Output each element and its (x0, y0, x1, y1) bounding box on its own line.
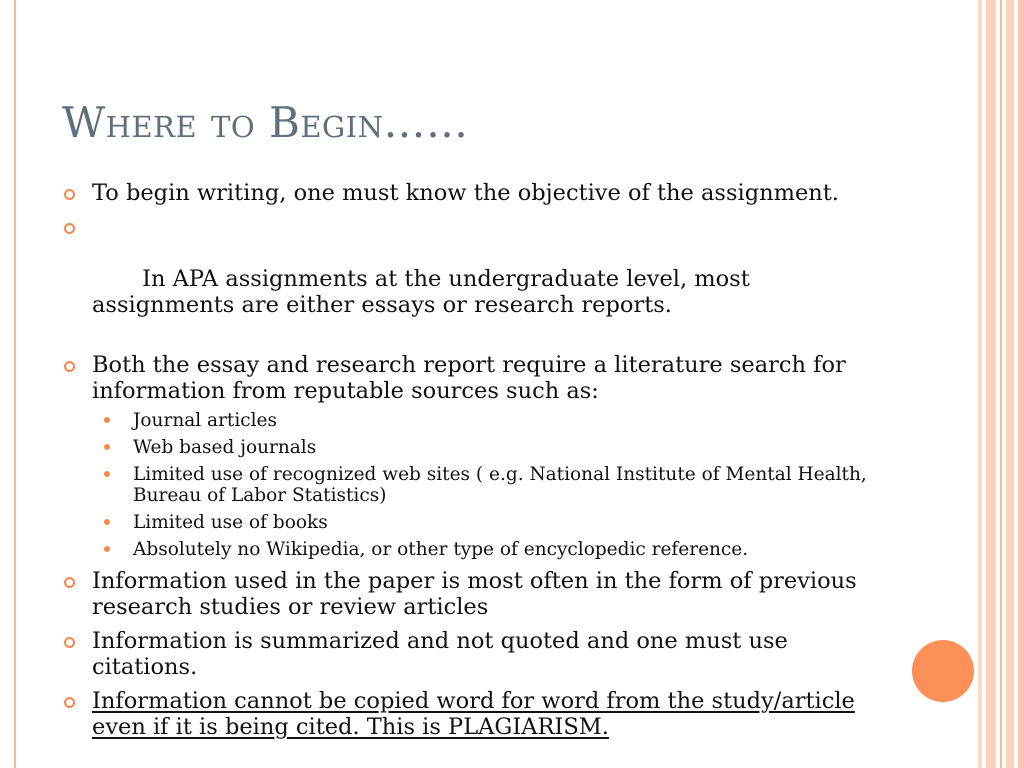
sub-bullet-text: Journal articles (133, 410, 277, 431)
bullet-list (62, 180, 882, 748)
sub-bullet-item (104, 539, 882, 560)
sub-bullet-text: Absolutely no Wikipedia, or other type of encyclopedic reference. (133, 539, 749, 560)
sub-bullet-item (104, 464, 882, 506)
ring-bullet-icon (64, 577, 75, 588)
stripe (1018, 0, 1024, 768)
bullet-item (62, 568, 882, 620)
bullet-item (62, 180, 882, 206)
bullet-item (62, 352, 882, 560)
sub-bullet-text: Web based journals (133, 437, 317, 458)
sub-bullet-item (104, 410, 882, 431)
stripe (1000, 0, 1002, 768)
sources-sublist (92, 410, 882, 560)
stripe (978, 0, 982, 768)
ring-bullet-icon (64, 637, 75, 648)
dot-bullet-icon (104, 546, 110, 552)
left-border-line (14, 0, 16, 768)
dot-bullet-icon (104, 444, 110, 450)
sub-bullet-item (104, 437, 882, 458)
bullet-item (62, 214, 882, 344)
bullet-text: Information used in the paper is most often in the form of previous research studies or review articles (92, 568, 857, 620)
dot-bullet-icon (104, 417, 110, 423)
bullet-item (62, 688, 882, 740)
decorative-circle (912, 640, 974, 702)
ring-bullet-icon (64, 189, 75, 200)
bullet-item (62, 628, 882, 680)
dot-bullet-icon (104, 519, 110, 525)
dot-bullet-icon (104, 471, 110, 477)
bullet-text: Information is summarized and not quoted and one must use citations. (92, 628, 788, 680)
ring-bullet-icon (64, 361, 75, 372)
bullet-text: Both the essay and research report require a literature search for information from reputable sources such as: (92, 352, 846, 404)
ring-bullet-icon (64, 697, 75, 708)
right-decorative-stripes (978, 0, 1024, 768)
slide-title: Where to Begin…… (62, 98, 469, 147)
bullet-text: To begin writing, one must know the objective of the assignment. (92, 180, 839, 206)
stripe (986, 0, 996, 768)
stripe (1006, 0, 1014, 768)
sub-bullet-text: Limited use of recognized web sites ( e.g. National Institute of Mental Health, Bureau of Labor Statistics) (133, 464, 867, 506)
sub-bullet-item (104, 512, 882, 533)
plagiarism-warning-text: Information cannot be copied word for word from the study/article even if it is being cited. This is PLAGIARISM. (92, 688, 855, 740)
sub-bullet-text: Limited use of books (133, 512, 328, 533)
ring-bullet-icon (64, 223, 75, 234)
bullet-text: In APA assignments at the undergraduate level, most assignments are either essays or research reports. (92, 266, 757, 318)
